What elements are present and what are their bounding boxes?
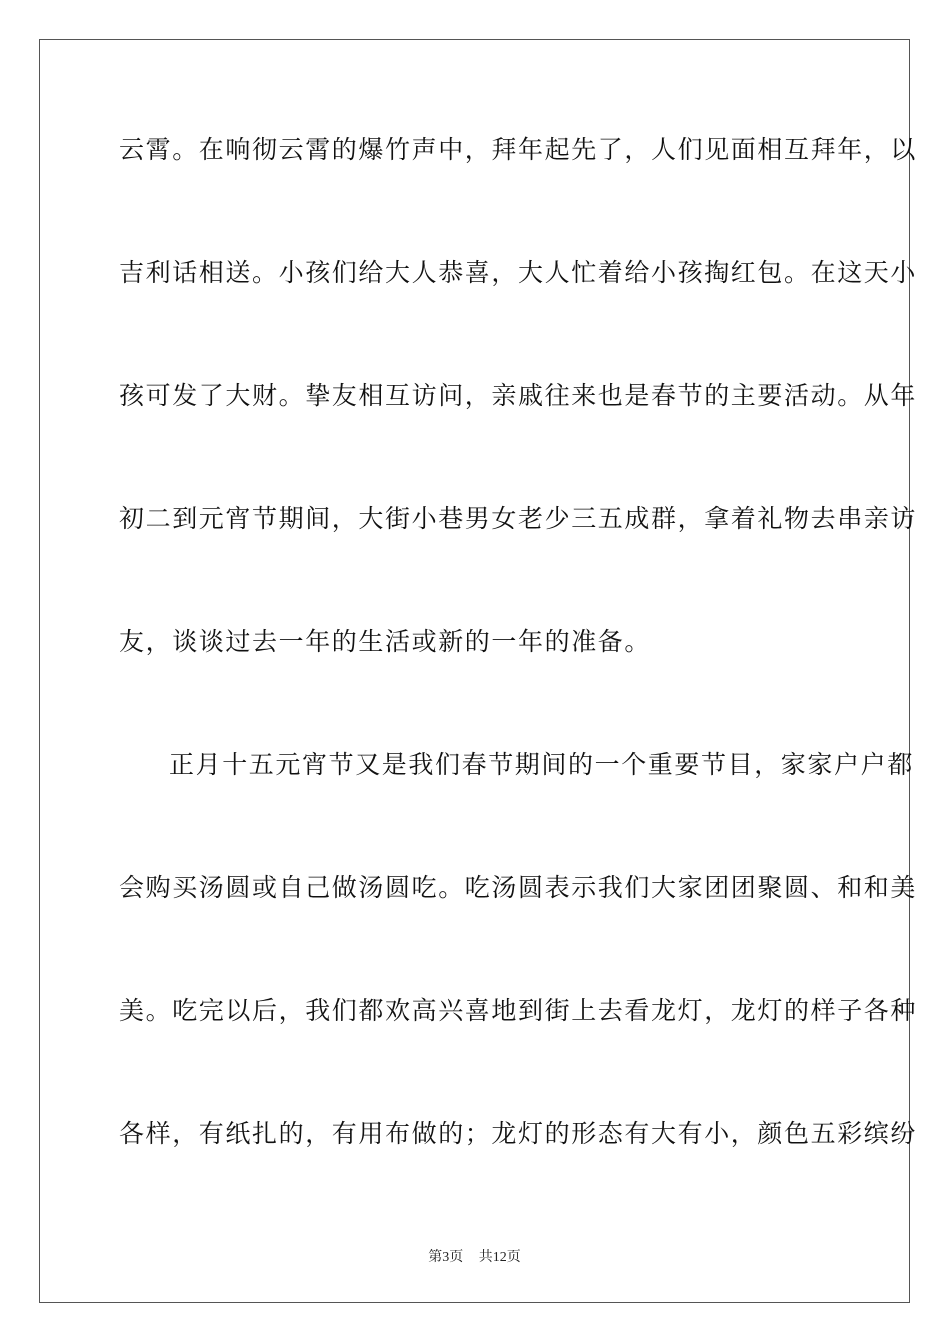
document-page — [39, 39, 918, 1303]
body-line: 美。吃完以后，我们都欢高兴喜地到街上去看龙灯，龙灯的样子各种 — [119, 996, 918, 1025]
body-line: 各样，有纸扎的，有用布做的；龙灯的形态有大有小，颜色五彩缤纷 — [119, 1119, 918, 1148]
body-line: 会购买汤圆或自己做汤圆吃。吃汤圆表示我们大家团团聚圆、和和美 — [119, 873, 918, 902]
body-line: 初二到元宵节期间，大街小巷男女老少三五成群，拿着礼物去串亲访 — [119, 504, 918, 533]
page-footer — [40, 1246, 909, 1266]
body-line: 吉利话相送。小孩们给大人恭喜，大人忙着给小孩掏红包。在这天小 — [119, 258, 918, 287]
document-body — [119, 125, 918, 1232]
body-line: 孩可发了大财。挚友相互访问，亲戚往来也是春节的主要活动。从年 — [119, 381, 918, 410]
page-total: 共12页 — [478, 1250, 521, 1265]
body-line: 正月十五元宵节又是我们春节期间的一个重要节目，家家户户都 — [169, 750, 914, 779]
page-number: 第3页 — [428, 1250, 464, 1265]
body-line: 友，谈谈过去一年的生活或新的一年的准备。 — [119, 627, 652, 656]
body-line: 云霄。在响彻云霄的爆竹声中，拜年起先了，人们见面相互拜年，以 — [119, 135, 918, 164]
